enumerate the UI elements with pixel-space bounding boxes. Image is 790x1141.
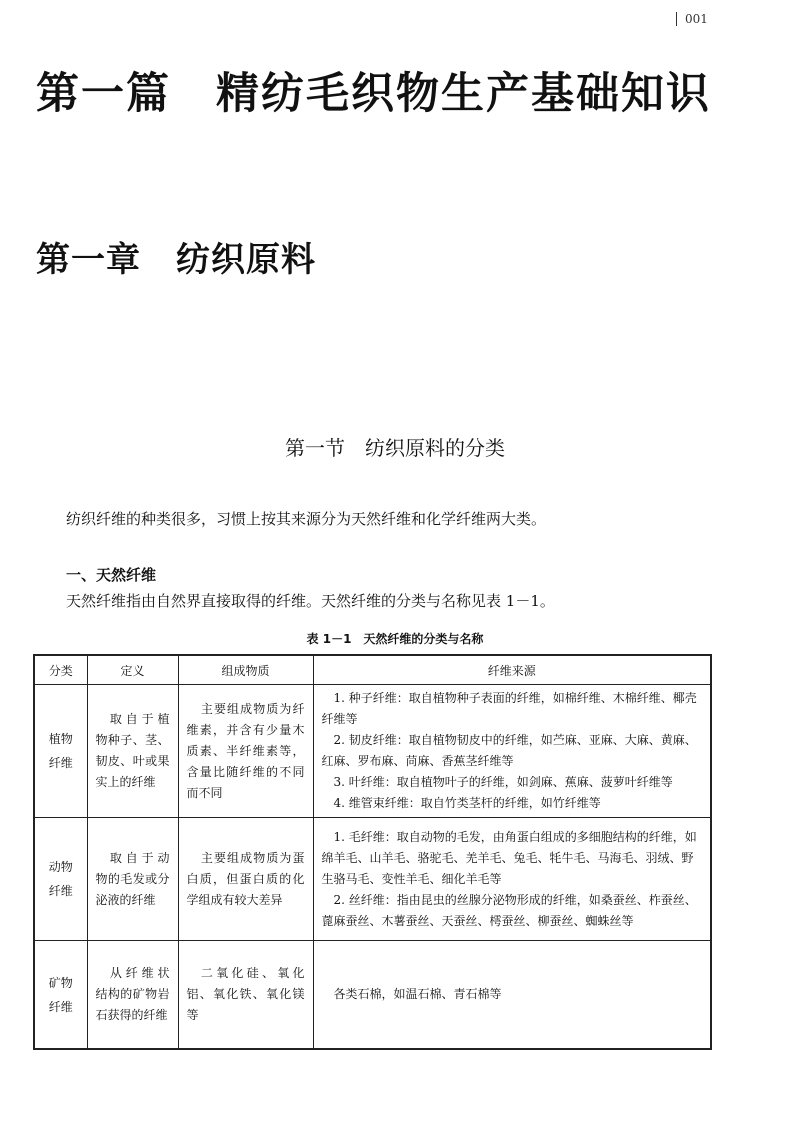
table-caption: 表 1－1 天然纤维的分类与名称 bbox=[306, 632, 484, 646]
header-composition: 组成物质 bbox=[178, 655, 313, 685]
definition-text: 取自于动物的毛发或分泌液的纤维 bbox=[95, 850, 170, 907]
table-row bbox=[34, 941, 711, 1050]
cell-composition bbox=[178, 818, 313, 941]
cell-definition bbox=[87, 818, 178, 941]
category-line: 植物 bbox=[48, 732, 73, 746]
category-line: 矿物 bbox=[48, 975, 73, 990]
cell-category bbox=[34, 685, 87, 818]
source-line: 1. 毛纤维：取自动物的毛发，由角蛋白组成的多细胞结构的纤维，如绵羊毛、山羊毛、骆驼毛、羌羊毛、兔毛、牦牛毛、马海毛、羽绒、野生骆马毛、变性羊毛、细化羊毛等 bbox=[321, 829, 697, 886]
table-row bbox=[34, 685, 711, 818]
category-line: 纤维 bbox=[48, 999, 73, 1014]
fiber-table bbox=[33, 654, 712, 1050]
cell-category bbox=[34, 818, 87, 941]
definition-text: 从纤维状结构的矿物岩石获得的纤维 bbox=[95, 966, 170, 1022]
cell-definition bbox=[87, 685, 178, 818]
cell-source bbox=[313, 685, 711, 818]
section-title: 第一节 纺织原料的分类 bbox=[285, 436, 505, 460]
page-number: 001 bbox=[676, 12, 708, 26]
category-line: 纤维 bbox=[48, 756, 73, 770]
subsection-text: 天然纤维指由自然界直接取得的纤维。天然纤维的分类与名称见表 1－1。 bbox=[66, 592, 555, 610]
subsection-heading: 一、天然纤维 bbox=[66, 566, 157, 584]
source-line: 2. 丝纤维：指由昆虫的丝腺分泌物形成的纤维，如桑蚕丝、柞蚕丝、蓖麻蚕丝、木薯蚕丝、天蚕丝、樗蚕丝、柳蚕丝、蜘蛛丝等 bbox=[321, 892, 697, 928]
cell-composition bbox=[178, 941, 313, 1050]
composition-text: 二氧化硅、氧化铝、氧化铁、氧化镁等 bbox=[186, 966, 305, 1022]
intro-paragraph: 纺织纤维的种类很多，习惯上按其来源分为天然纤维和化学纤维两大类。 bbox=[66, 510, 547, 528]
source-line: 1. 种子纤维：取自植物种子表面的纤维，如棉纤维、木棉纤维、椰壳纤维等 bbox=[321, 691, 697, 726]
cell-category bbox=[34, 941, 87, 1050]
category-line: 纤维 bbox=[48, 884, 73, 898]
source-line: 3. 叶纤维：取自植物叶子的纤维，如剑麻、蕉麻、菠萝叶纤维等 bbox=[333, 775, 673, 789]
source-line: 4. 维管束纤维：取自竹类茎杆的纤维，如竹纤维等 bbox=[333, 796, 601, 810]
header-definition: 定义 bbox=[87, 655, 178, 685]
table-row bbox=[34, 818, 711, 941]
cell-composition bbox=[178, 685, 313, 818]
cell-source bbox=[313, 941, 711, 1050]
chapter-title: 第一章 纺织原料 bbox=[36, 240, 316, 280]
composition-text: 主要组成物质为纤维素，并含有少量木质素、半纤维素等，含量比随纤维的不同而不同 bbox=[186, 701, 305, 800]
category-line: 动物 bbox=[48, 860, 73, 874]
header-category: 分类 bbox=[34, 655, 87, 685]
cell-definition bbox=[87, 941, 178, 1050]
source-line: 各类石棉，如温石棉、青石棉等 bbox=[333, 987, 502, 1001]
source-line: 2. 韧皮纤维：取自植物韧皮中的纤维，如苎麻、亚麻、大麻、黄麻、红麻、罗布麻、苘麻、香蕉茎纤维等 bbox=[321, 733, 697, 768]
part-title: 第一篇 精纺毛织物生产基础知识 bbox=[36, 69, 711, 119]
composition-text: 主要组成物质为蛋白质，但蛋白质的化学组成有较大差异 bbox=[186, 850, 305, 907]
header-source: 纤维来源 bbox=[313, 655, 711, 685]
table-header-row bbox=[34, 655, 711, 685]
cell-source bbox=[313, 818, 711, 941]
definition-text: 取自于植物种子、茎、韧皮、叶或果实上的纤维 bbox=[95, 712, 170, 789]
